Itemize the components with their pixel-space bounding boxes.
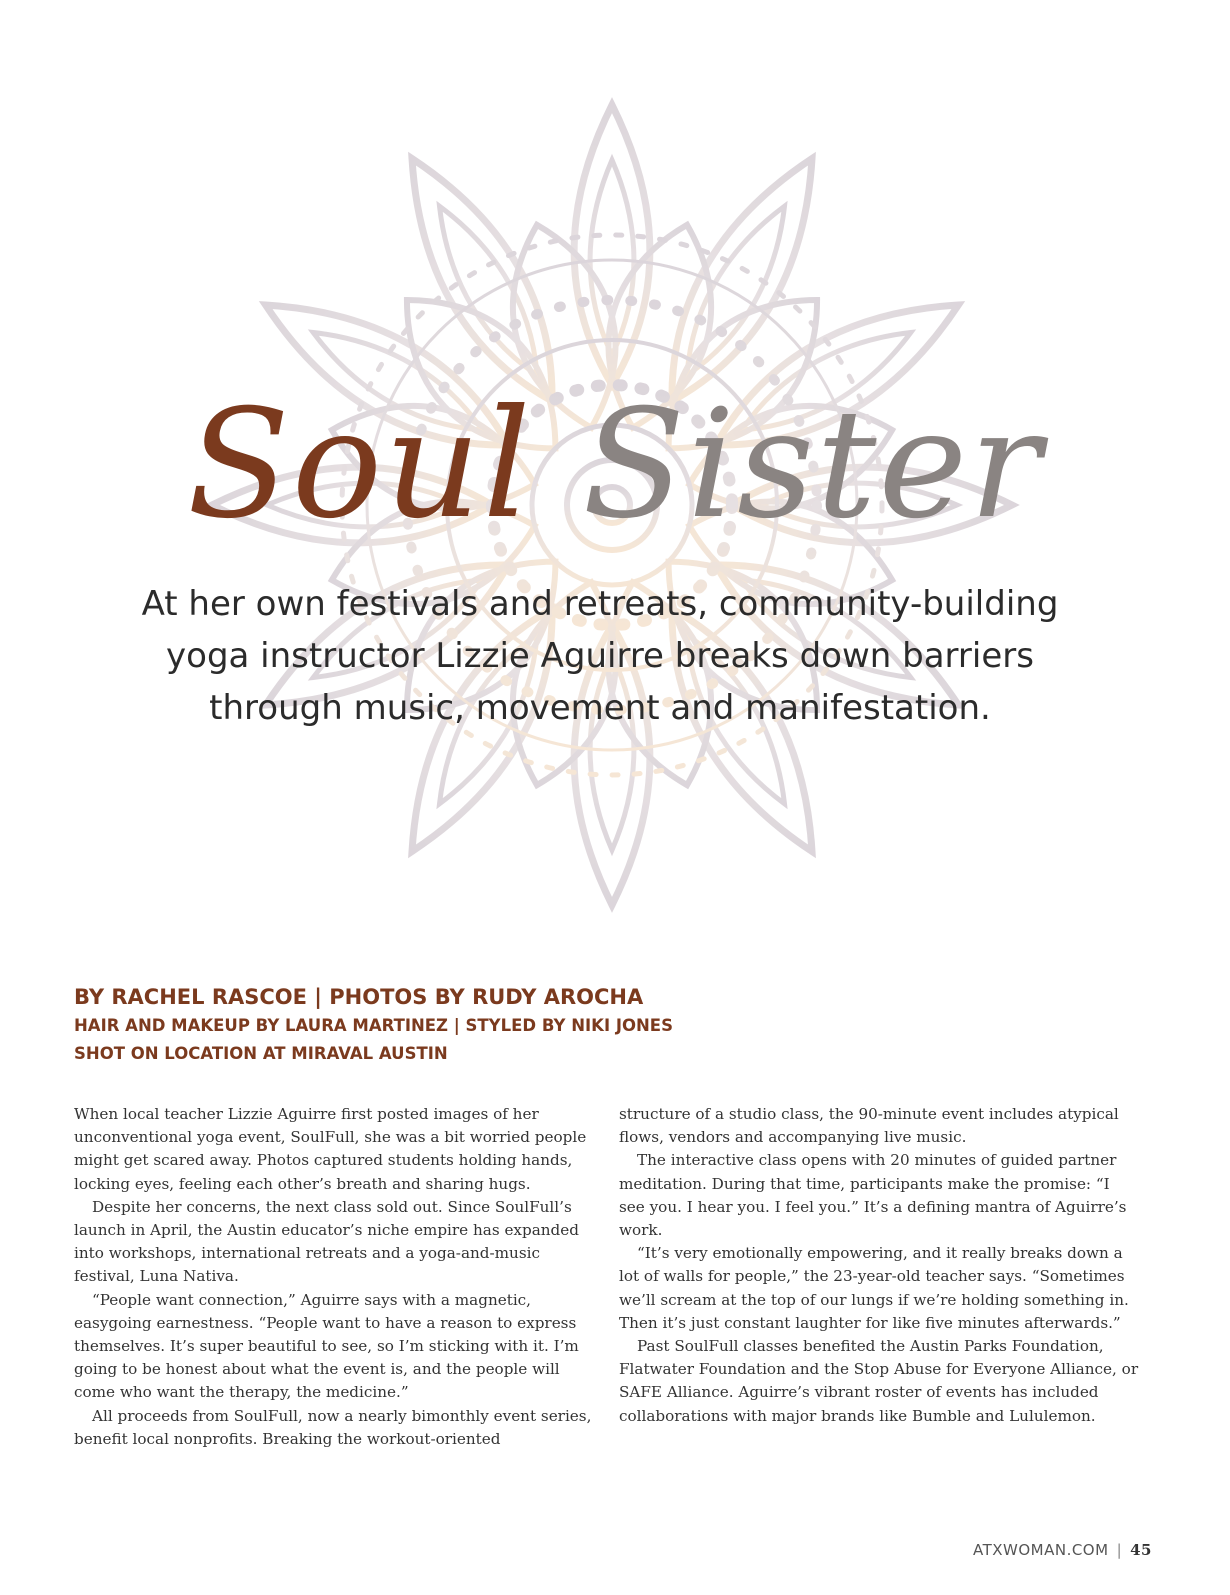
byline: BY RACHEL RASCOE | PHOTOS BY RUDY AROCHA bbox=[74, 985, 644, 1009]
body-paragraph: “People want connection,” Aguirre says with a magnetic, easygoing earnestness. “People want to have a reason to express themselves. It’s super beautiful to see, so I’m sticking with it. I’m going to be honest about what the event is, and the people will come who want the therapy, the medicine.” bbox=[74, 1290, 579, 1402]
body-paragraph: When local teacher Lizzie Aguirre first posted images of her unconventional yoga event, SoulFull, she was a bit worried people might get scared away. Photos captured students holding hands, locking eyes, feeling each other’s breath and sharing hugs. bbox=[74, 1105, 587, 1193]
page-number: 45 bbox=[1130, 1541, 1152, 1559]
body-paragraph: The interactive class opens with 20 minutes of guided partner meditation. During that time, participants make the promise: “I see you. I hear you. I feel you.” It’s a defining mantra of Aguirre’s work. bbox=[619, 1151, 1127, 1240]
body-paragraph: Despite her concerns, the next class sold out. Since SoulFull’s launch in April, the Austin educator’s niche empire has expanded into workshops, international retreats and a yoga-and-music festival, Luna Nativa. bbox=[74, 1197, 579, 1286]
footer-separator: | bbox=[1116, 1541, 1123, 1559]
page-footer bbox=[973, 1541, 1152, 1559]
subheadline-line: At her own festivals and retreats, community-building bbox=[141, 584, 1059, 624]
subheadline-line: yoga instructor Lizzie Aguirre breaks down barriers bbox=[166, 636, 1034, 676]
location-credit: SHOT ON LOCATION AT MIRAVAL AUSTIN bbox=[74, 1044, 448, 1063]
headline-word-soul: Soul bbox=[187, 378, 533, 552]
body-paragraph: “It’s very emotionally empowering, and it really breaks down a lot of walls for people,” the 23-year-old teacher says. “Sometimes we’ll scream at the top of our lungs if we’re holding something in. Then it’s just constant laughter for like five minutes afterwards.” bbox=[619, 1244, 1129, 1332]
subheadline bbox=[60, 578, 1140, 734]
body-column-left bbox=[74, 1103, 594, 1451]
body-paragraph: Past SoulFull classes benefited the Austin Parks Foundation, Flatwater Foundation and the Stop Abuse for Everyone Alliance, or SAFE Alliance. Aguirre’s vibrant roster of events has included collaborations with major brands like Bumble and Lululemon. bbox=[619, 1337, 1139, 1425]
hair-makeup-credit: HAIR AND MAKEUP BY LAURA MARTINEZ | STYLED BY NIKI JONES bbox=[74, 1016, 673, 1035]
body-paragraph: All proceeds from SoulFull, now a nearly bimonthly event series, benefit local nonprofits. Breaking the workout-oriented bbox=[74, 1406, 592, 1448]
credits-block bbox=[74, 982, 1074, 1068]
website-label: ATXWOMAN.COM bbox=[972, 1541, 1109, 1559]
body-column-right bbox=[619, 1103, 1139, 1428]
headline-word-sister: Sister bbox=[582, 378, 1043, 552]
headline bbox=[0, 370, 1230, 560]
subheadline-line: through music, movement and manifestation. bbox=[209, 688, 991, 728]
body-paragraph: structure of a studio class, the 90-minute event includes atypical flows, vendors and accompanying live music. bbox=[619, 1105, 1119, 1147]
